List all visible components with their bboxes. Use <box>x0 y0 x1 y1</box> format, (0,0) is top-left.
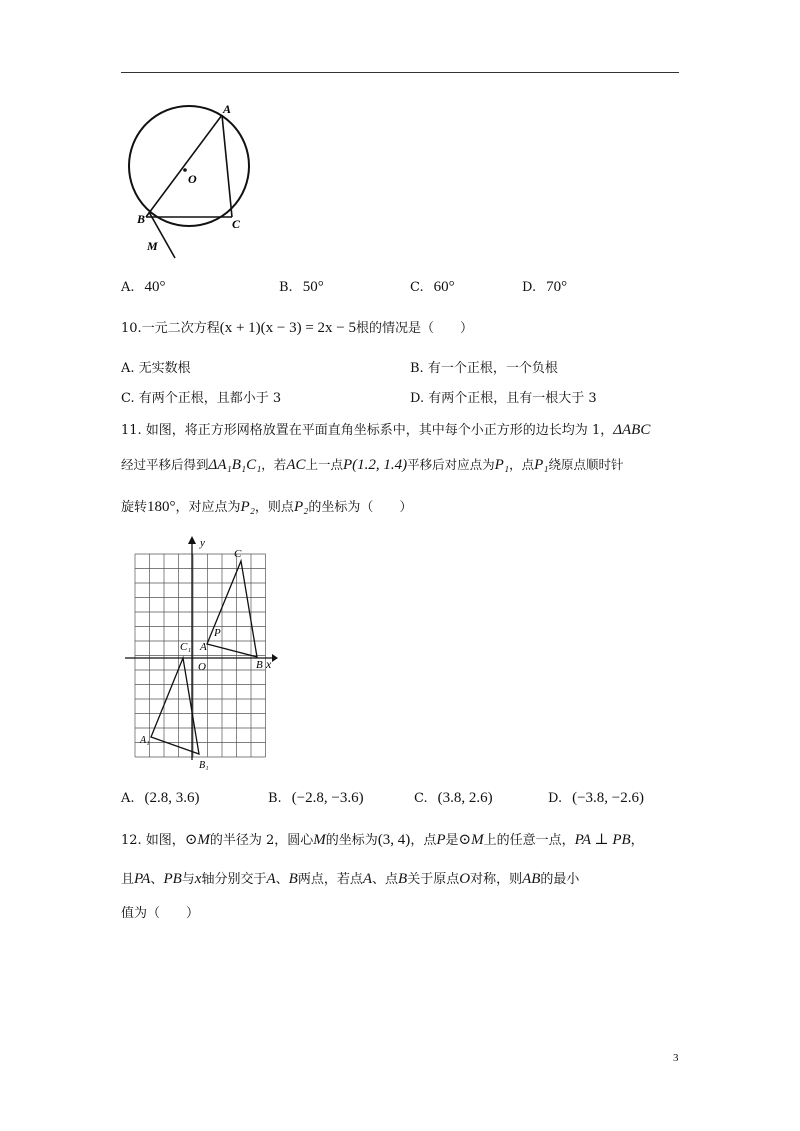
q10-option-c: C. 有两个正根，且都小于 3 <box>121 391 282 406</box>
label-a: A <box>200 641 207 653</box>
label-b1: B₁ <box>199 760 209 771</box>
q9-option-a: A. 40° <box>121 279 166 295</box>
q10-option-a: A. 无实数根 <box>121 361 191 376</box>
q11-option-c: C. (3.8, 2.6) <box>414 790 493 806</box>
label-p: P <box>214 627 221 639</box>
center-dot <box>183 168 187 172</box>
q11-option-a: A. (2.8, 3.6) <box>121 790 200 806</box>
q10-stem: 10.一元二次方程(x + 1)(x − 3) = 2x − 5根的情况是（ ） <box>121 320 474 336</box>
label-m: M <box>147 239 158 253</box>
label-a: A <box>223 102 232 116</box>
q11-line-1: 11. 如图，将正方形网格放置在平面直角坐标系中，其中每个小正方形的边长均为 1，ΔABC <box>121 422 651 438</box>
label-c1: C₁ <box>180 641 192 653</box>
q12-line-1: 12. 如图，⊙M的半径为 2，圆心M的坐标为(3, 4)，点P是⊙M上的任意一点，PA ⊥ PB， <box>121 832 644 848</box>
q9-option-d: D. 70° <box>522 279 568 295</box>
label-c: C <box>232 217 241 231</box>
label-a1: A₁ <box>140 735 150 746</box>
q11-option-b: B. (−2.8, −3.6) <box>268 790 364 806</box>
header-rule <box>121 72 679 73</box>
chord-ab <box>146 115 222 217</box>
q10-option-d: D. 有两个正根，且有一根大于 3 <box>410 391 597 406</box>
label-b: B <box>137 212 146 226</box>
triangle-abc <box>207 561 257 657</box>
label-o: O <box>188 172 197 186</box>
q11-line-3: 旋转180°，对应点为P₂，则点P₂的坐标为（ ） <box>121 499 413 515</box>
label-x: x <box>266 657 272 671</box>
page-number: 3 <box>673 1052 679 1064</box>
q11-grid-figure <box>120 532 280 772</box>
q12-line-2: 且PA、PB与x轴分别交于A、B两点，若点A、点B关于原点O对称，则AB的最小 <box>121 871 580 887</box>
q10-option-b: B. 有一个正根，一个负根 <box>410 361 558 376</box>
x-axis-arrow <box>272 654 278 662</box>
q9-option-b: B. 50° <box>279 279 324 295</box>
q11-option-d: D. (−3.8, −2.6) <box>548 790 645 806</box>
label-y: y <box>200 537 205 549</box>
q12-line-3: 值为（ ） <box>121 906 200 921</box>
q9-option-c: C. 60° <box>410 279 455 295</box>
y-axis-arrow <box>188 536 196 544</box>
q11-line-2: 经过平移后得到ΔA₁B₁C₁，若AC上一点P(1.2, 1.4)平移后对应点为P₁，点P₁绕原点顺时针 <box>121 457 624 473</box>
label-b: B <box>256 659 263 671</box>
q9-circle-figure <box>125 100 255 265</box>
chord-ac <box>222 115 232 217</box>
label-o: O <box>198 661 206 673</box>
label-c: C <box>234 548 242 560</box>
